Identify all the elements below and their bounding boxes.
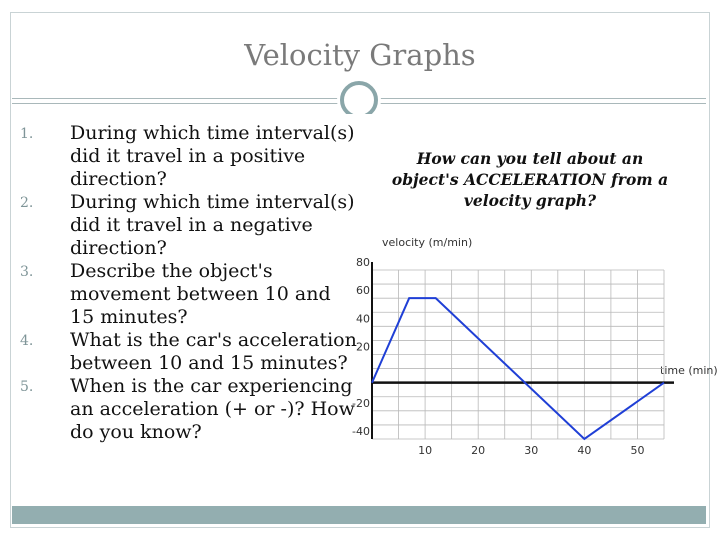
footer-bar xyxy=(12,506,706,524)
question-number: 3. xyxy=(20,264,34,280)
question-item xyxy=(20,329,360,375)
questions-panel xyxy=(12,114,360,508)
x-tick-label: 50 xyxy=(630,444,645,457)
x-axis-title: time (min) xyxy=(660,364,718,377)
question-item xyxy=(20,375,360,444)
y-axis-title: velocity (m/min) xyxy=(382,236,473,249)
question-text: During which time interval(s) did it travel in a negative direction? xyxy=(70,191,355,259)
acceleration-callout: How can you tell about an object's ACCELERATION from a velocity graph? xyxy=(391,149,669,210)
velocity-time-graph xyxy=(352,234,718,478)
x-tick-label: 40 xyxy=(577,444,592,457)
question-list xyxy=(20,122,360,444)
question-text: When is the car experiencing an acceleration (+ or -)? How do you know? xyxy=(70,375,355,443)
y-tick-label: 60 xyxy=(356,284,370,298)
question-number: 2. xyxy=(20,195,34,211)
y-tick-label: 20 xyxy=(356,340,370,354)
slide-title: Velocity Graphs xyxy=(244,38,476,72)
x-tick-label: 10 xyxy=(418,444,433,457)
question-number: 1. xyxy=(20,126,34,142)
question-text: Describe the object's movement between 10 and 15 minutes? xyxy=(70,260,331,328)
question-text: What is the car's acceleration between 10 and 15 minutes? xyxy=(70,329,357,374)
question-item xyxy=(20,191,360,260)
question-number: 4. xyxy=(20,333,34,349)
y-tick-label: -40 xyxy=(352,425,370,438)
question-number: 5. xyxy=(20,379,34,395)
y-tick-label: -20 xyxy=(352,396,370,410)
question-text: During which time interval(s) did it travel in a positive direction? xyxy=(70,122,355,190)
x-tick-label: 20 xyxy=(471,444,486,457)
x-tick-label: 30 xyxy=(524,444,539,457)
y-tick-label: 40 xyxy=(356,312,370,326)
graph-panel xyxy=(352,114,718,508)
question-item xyxy=(20,260,360,329)
y-tick-label: 80 xyxy=(356,256,370,269)
question-item xyxy=(20,122,360,191)
